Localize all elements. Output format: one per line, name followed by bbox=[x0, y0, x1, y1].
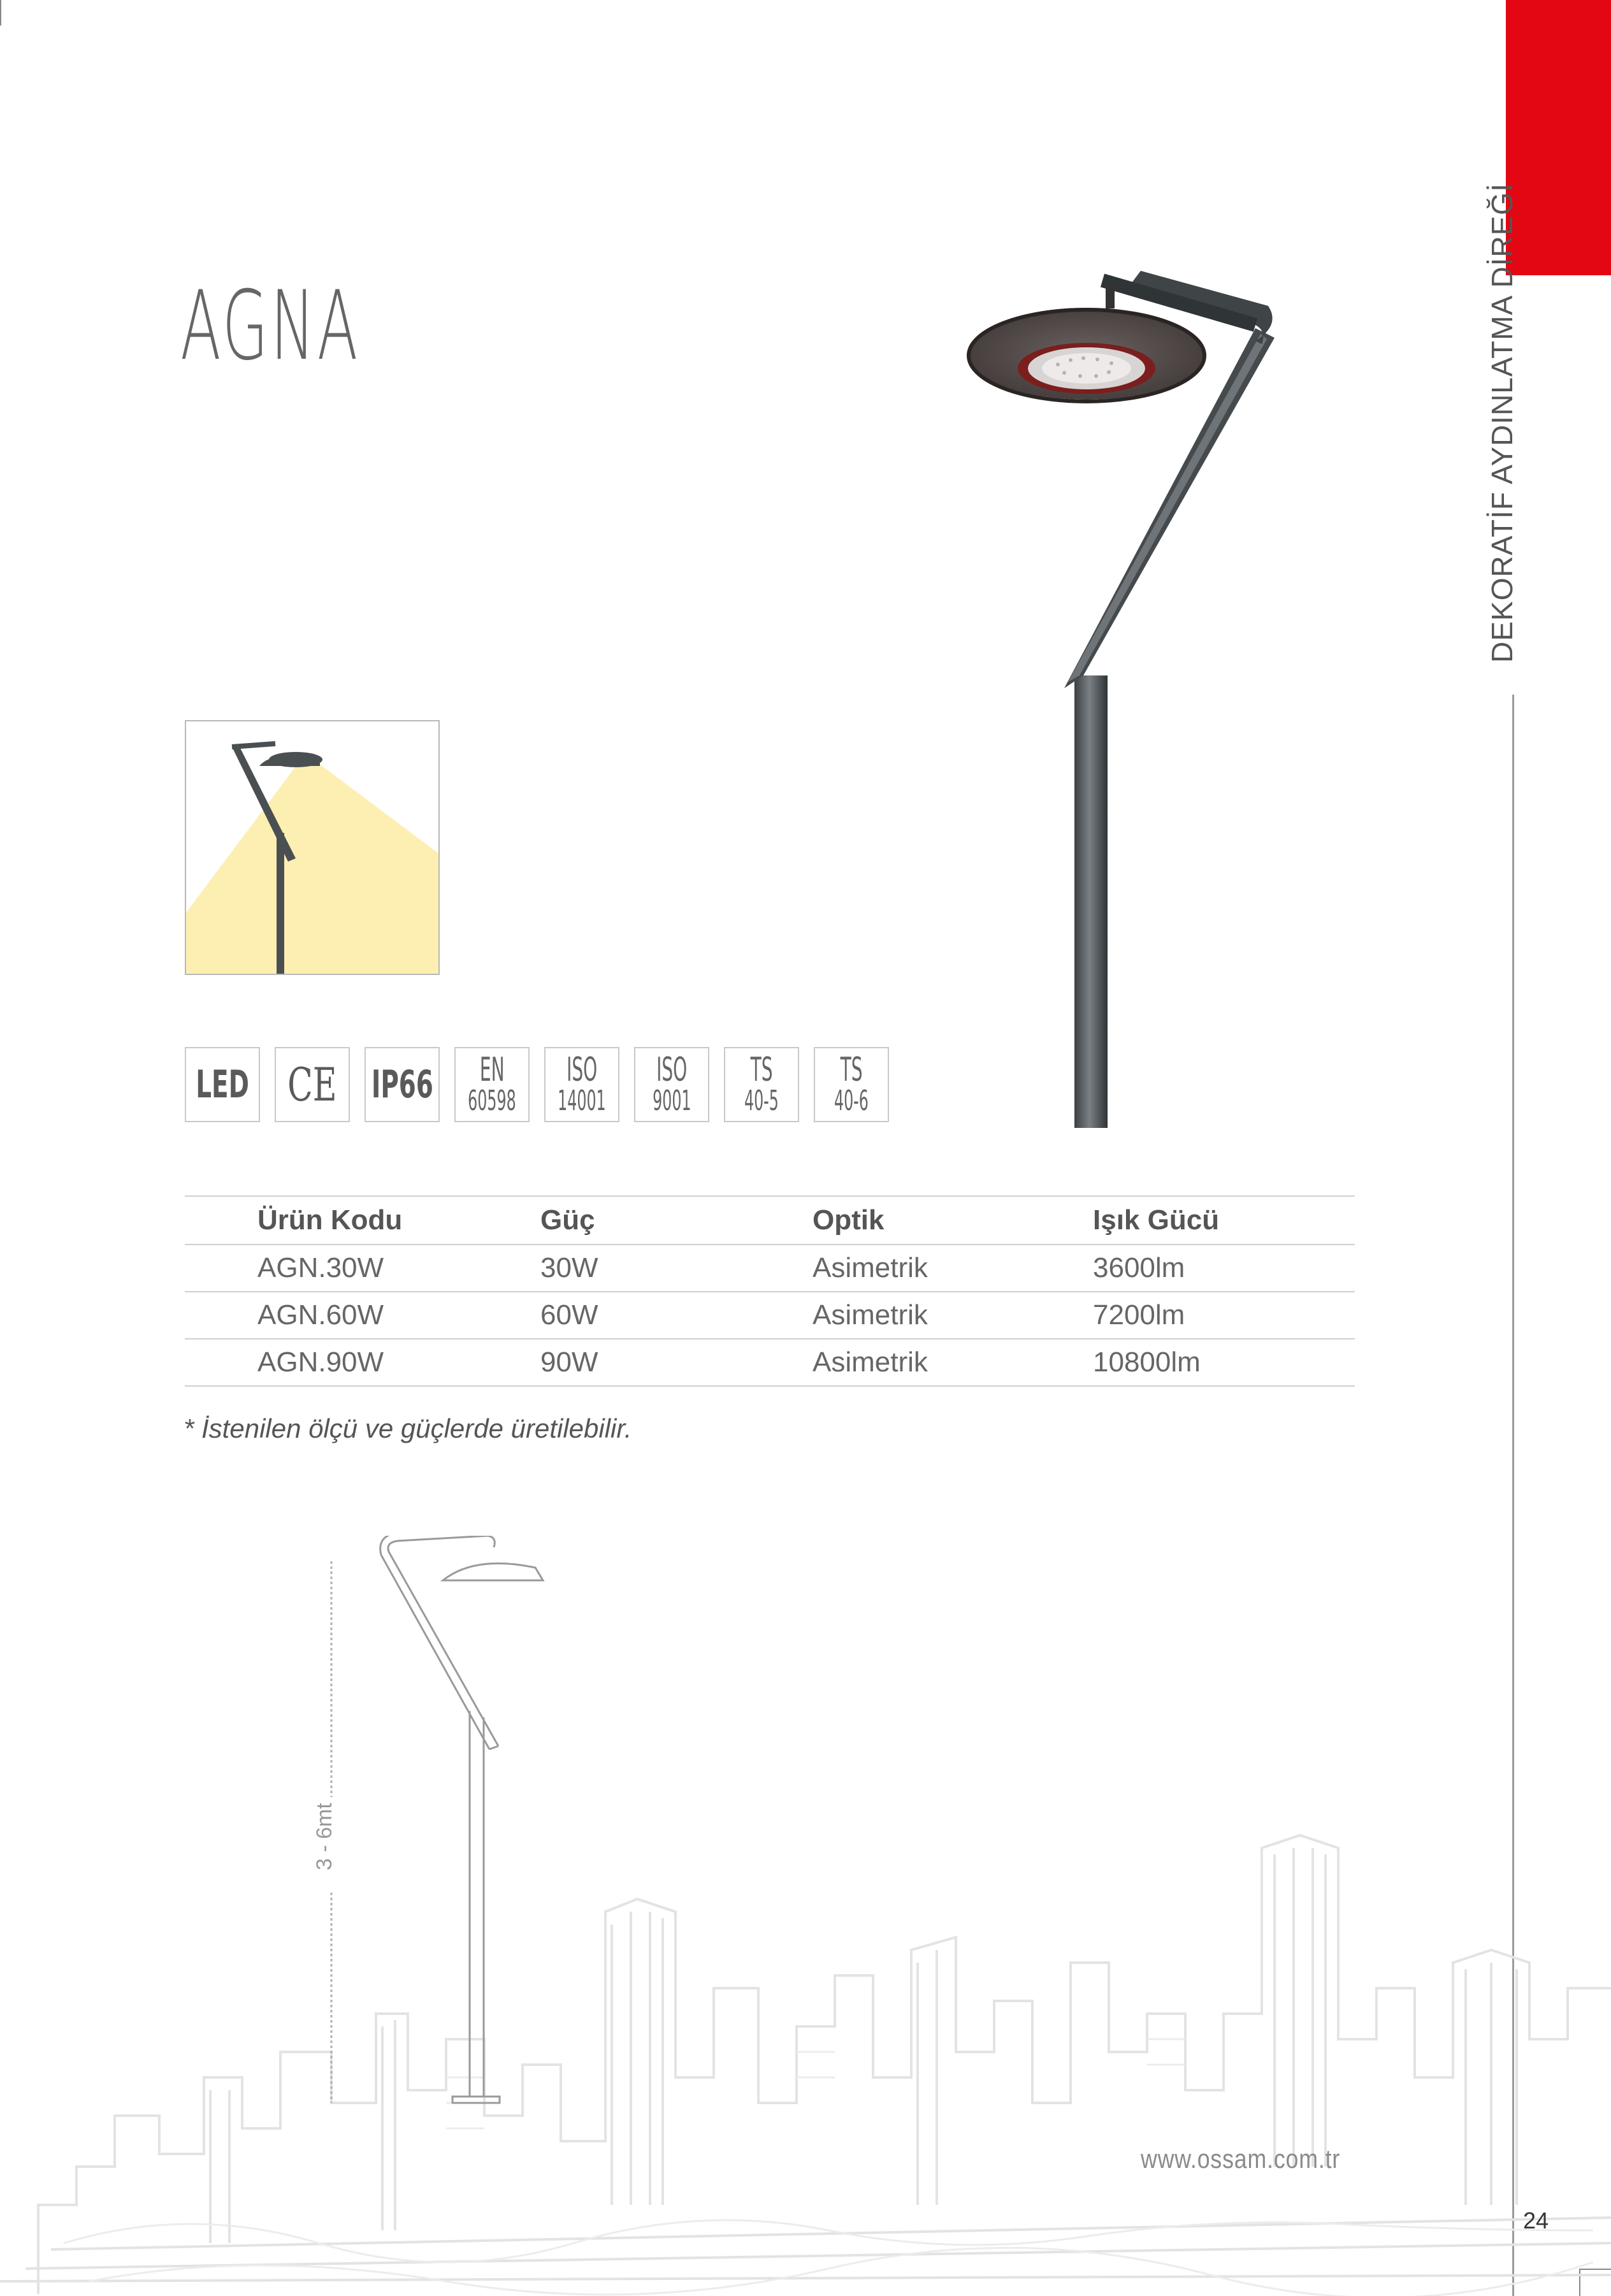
badge-ip66 bbox=[365, 1047, 440, 1122]
product-title: AGNA bbox=[180, 271, 361, 382]
badge-line2: 40-6 bbox=[834, 1085, 869, 1117]
badge-line1: ISO bbox=[656, 1051, 688, 1089]
badge-ts-40-6 bbox=[814, 1047, 889, 1122]
header-product-code: Ürün Kodu bbox=[185, 1196, 540, 1245]
badge-iso-14001 bbox=[544, 1047, 619, 1122]
cell-optic: Asimetrik bbox=[813, 1245, 1093, 1292]
category-label: DEKORATİF AYDINLATMA DİREĞİ bbox=[1485, 183, 1519, 663]
badge-led bbox=[185, 1047, 260, 1122]
cell-product-code: AGN.60W bbox=[185, 1292, 540, 1339]
header-luminous-flux: Işık Gücü bbox=[1093, 1196, 1355, 1245]
cell-power: 90W bbox=[540, 1339, 813, 1386]
badge-label: CE bbox=[287, 1058, 337, 1111]
table-row bbox=[185, 1245, 1355, 1292]
cell-power: 60W bbox=[540, 1292, 813, 1339]
website-url[interactable]: www.ossam.com.tr bbox=[1141, 2144, 1341, 2174]
product-photo bbox=[956, 268, 1300, 1128]
crop-mark bbox=[0, 0, 1, 25]
cell-luminous-flux: 7200lm bbox=[1093, 1292, 1355, 1339]
badge-line2: 14001 bbox=[558, 1085, 606, 1117]
badge-ce bbox=[275, 1047, 350, 1122]
spec-table bbox=[185, 1195, 1355, 1387]
badge-line1: TS bbox=[840, 1051, 863, 1089]
badge-line1: EN bbox=[479, 1051, 505, 1089]
light-distribution-icon bbox=[185, 720, 440, 975]
cell-optic: Asimetrik bbox=[813, 1292, 1093, 1339]
badge-line2: 40-5 bbox=[744, 1085, 779, 1117]
lamp-beam-icon bbox=[186, 721, 440, 975]
table-row bbox=[185, 1339, 1355, 1386]
accent-band bbox=[1506, 0, 1611, 275]
cell-optic: Asimetrik bbox=[813, 1339, 1093, 1386]
height-dimension-label: 3 - 6mt bbox=[312, 1803, 336, 1870]
cell-luminous-flux: 3600lm bbox=[1093, 1245, 1355, 1292]
badge-line2: 60598 bbox=[468, 1085, 516, 1117]
badge-line1: TS bbox=[750, 1051, 773, 1089]
badge-line2: 9001 bbox=[652, 1085, 691, 1117]
badge-line1: ISO bbox=[566, 1051, 598, 1089]
cell-luminous-flux: 10800lm bbox=[1093, 1339, 1355, 1386]
cell-power: 30W bbox=[540, 1245, 813, 1292]
badge-ts-40-5 bbox=[724, 1047, 799, 1122]
city-skyline-sketch bbox=[0, 1721, 1611, 2296]
table-row bbox=[185, 1292, 1355, 1339]
page-number: 24 bbox=[1523, 2207, 1549, 2234]
cell-product-code: AGN.90W bbox=[185, 1339, 540, 1386]
badge-label: IP66 bbox=[371, 1062, 433, 1107]
table-header-row bbox=[185, 1196, 1355, 1245]
badge-iso-9001 bbox=[634, 1047, 709, 1122]
badge-en-60598 bbox=[454, 1047, 530, 1122]
header-optic: Optik bbox=[813, 1196, 1093, 1245]
pole-line-drawing bbox=[312, 1536, 554, 2109]
header-power: Güç bbox=[540, 1196, 813, 1245]
badge-label: LED bbox=[196, 1062, 249, 1107]
cell-product-code: AGN.30W bbox=[185, 1245, 540, 1292]
footnote: * İstenilen ölçü ve güçlerde üretilebilir. bbox=[184, 1413, 632, 1443]
